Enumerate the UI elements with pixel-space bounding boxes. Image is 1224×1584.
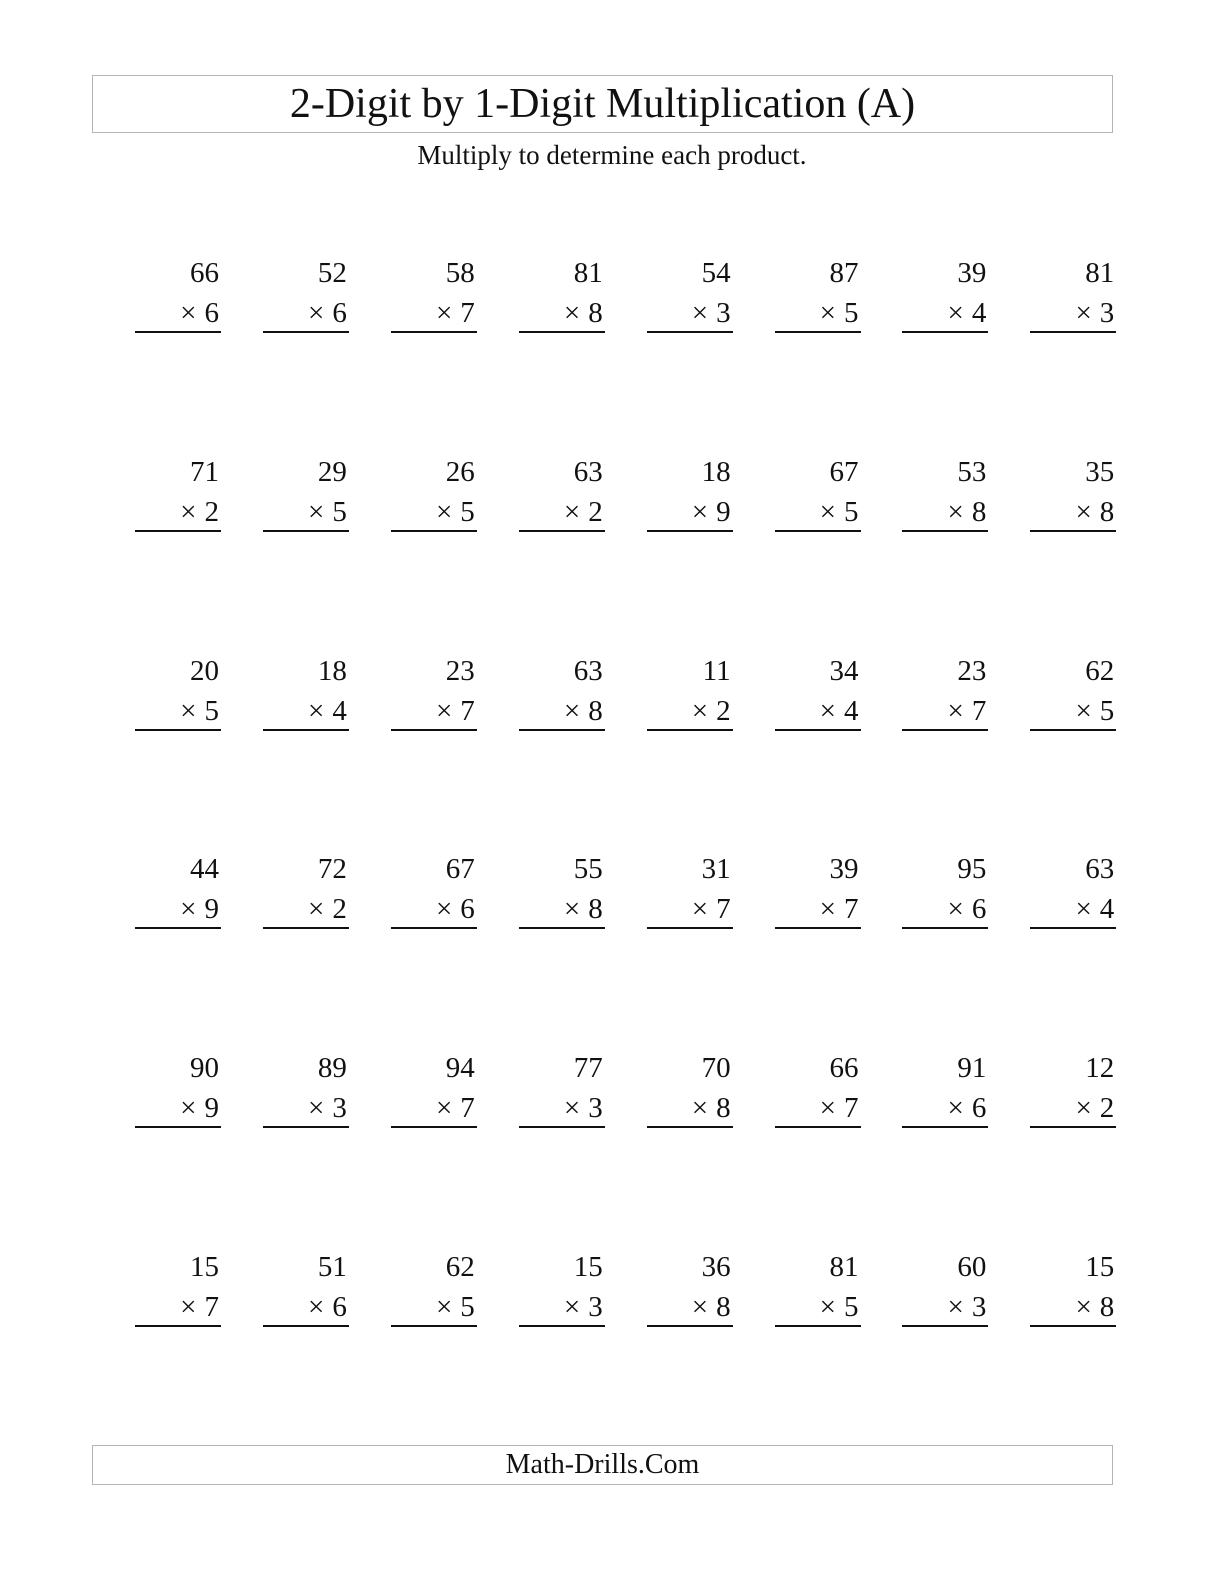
multiplicand: 70 — [701, 1052, 731, 1085]
multiplicand: 67 — [829, 455, 859, 488]
multiplier-line — [692, 1094, 731, 1123]
multiplier-line — [180, 694, 219, 727]
multiplier-line — [436, 1094, 475, 1123]
times-icon: × — [947, 297, 964, 329]
times-icon: × — [180, 495, 197, 528]
multiplier: 7 — [204, 1291, 219, 1323]
answer-line — [391, 927, 477, 929]
multiplication-problem — [1030, 852, 1116, 932]
multiplication-problem — [775, 654, 861, 734]
multiplier: 5 — [844, 1291, 859, 1323]
multiplier-line — [180, 495, 219, 528]
multiplier: 5 — [844, 495, 859, 528]
times-icon: × — [819, 495, 836, 528]
answer-line — [775, 530, 861, 532]
multiplicand: 72 — [317, 853, 347, 886]
answer-line — [519, 530, 605, 532]
multiplication-problem — [1030, 455, 1116, 535]
multiplier-line — [1075, 1094, 1114, 1123]
footer-text: Math-Drills.Com — [505, 1449, 700, 1480]
times-icon: × — [1075, 1291, 1092, 1323]
answer-line — [519, 1325, 605, 1327]
times-icon: × — [691, 694, 709, 727]
multiplier: 8 — [716, 1291, 731, 1323]
multiplicand: 89 — [317, 1052, 347, 1085]
times-icon: × — [435, 297, 453, 329]
multiplier-line — [435, 495, 475, 528]
multiplier: 5 — [460, 495, 475, 528]
multiplier: 6 — [971, 893, 987, 926]
multiplier: 9 — [204, 893, 219, 926]
multiplier: 4 — [1099, 893, 1115, 926]
multiplier-line — [564, 1094, 603, 1123]
multiplicand: 66 — [829, 1052, 859, 1085]
multiplicand: 51 — [317, 1251, 347, 1283]
multiplier-line — [436, 895, 475, 924]
problem-row — [135, 1250, 1115, 1340]
multiplicand: 95 — [957, 853, 987, 886]
times-icon: × — [180, 1291, 197, 1323]
multiplier-line — [308, 495, 347, 528]
answer-line — [263, 927, 349, 929]
answer-line — [135, 530, 221, 532]
multiplication-problem — [902, 1051, 988, 1131]
multiplier-line — [308, 1293, 347, 1322]
times-icon: × — [1075, 495, 1092, 528]
multiplier-line — [564, 895, 603, 924]
multiplier: 8 — [1099, 495, 1115, 528]
multiplicand: 91 — [957, 1052, 987, 1085]
times-icon: × — [308, 1092, 325, 1125]
multiplication-problem — [519, 256, 605, 336]
multiplication-problem — [1030, 1250, 1116, 1330]
multiplier-line — [692, 1293, 731, 1322]
multiplication-problem — [519, 1051, 605, 1131]
answer-line — [135, 927, 221, 929]
multiplicand: 12 — [1085, 1052, 1115, 1085]
multiplier: 3 — [332, 1092, 347, 1125]
multiplier: 3 — [971, 1291, 987, 1323]
times-icon: × — [563, 495, 581, 528]
multiplication-problem — [263, 455, 349, 535]
multiplicand: 11 — [702, 654, 731, 687]
times-icon: × — [691, 1092, 709, 1125]
multiplier: 7 — [460, 297, 475, 329]
answer-line — [1030, 331, 1116, 333]
multiplicand: 34 — [829, 654, 859, 687]
multiplication-problem — [519, 1250, 605, 1330]
multiplication-problem — [391, 1051, 477, 1131]
times-icon: × — [947, 893, 964, 926]
times-icon: × — [435, 694, 453, 727]
multiplication-problem — [775, 1051, 861, 1131]
answer-line — [647, 1325, 733, 1327]
multiplier: 8 — [588, 694, 603, 727]
multiplier-line — [308, 1094, 347, 1123]
multiplicand: 63 — [573, 654, 603, 687]
multiplier: 5 — [204, 694, 219, 727]
answer-line — [391, 331, 477, 333]
multiplier: 4 — [971, 297, 987, 329]
times-icon: × — [435, 893, 453, 926]
multiplicand: 87 — [829, 257, 859, 289]
multiplier-line — [947, 694, 987, 727]
times-icon: × — [308, 694, 325, 727]
multiplicand: 35 — [1085, 455, 1115, 488]
multiplier: 6 — [971, 1092, 987, 1125]
multiplicand: 18 — [317, 654, 347, 687]
multiplier: 2 — [332, 893, 347, 926]
problem-row — [135, 256, 1115, 346]
multiplicand: 81 — [1085, 257, 1115, 289]
multiplier-line — [308, 895, 347, 924]
answer-line — [263, 530, 349, 532]
multiplication-problem — [135, 1250, 221, 1330]
multiplication-problem — [135, 455, 221, 535]
multiplier: 2 — [716, 694, 731, 727]
times-icon: × — [308, 495, 325, 528]
problem-row — [135, 455, 1115, 545]
answer-line — [902, 1126, 988, 1128]
multiplication-problem — [135, 256, 221, 336]
times-icon: × — [691, 893, 709, 926]
multiplicand: 23 — [445, 654, 475, 687]
answer-line — [647, 1126, 733, 1128]
multiplier-line — [180, 895, 219, 924]
answer-line — [263, 1126, 349, 1128]
multiplicand: 62 — [1085, 654, 1115, 687]
multiplier-line — [692, 895, 731, 924]
multiplication-problem — [391, 455, 477, 535]
footer-box — [92, 1445, 1113, 1485]
multiplier: 3 — [1099, 297, 1115, 329]
multiplicand: 81 — [573, 257, 603, 289]
multiplier-line — [564, 299, 603, 328]
multiplication-problem — [902, 256, 988, 336]
answer-line — [135, 729, 221, 731]
multiplication-problem — [135, 654, 221, 734]
answer-line — [263, 729, 349, 731]
multiplicand: 94 — [445, 1052, 475, 1085]
multiplier: 7 — [460, 694, 475, 727]
times-icon: × — [563, 1291, 581, 1323]
multiplication-problem — [135, 1051, 221, 1131]
multiplicand: 29 — [317, 455, 347, 488]
multiplication-problem — [1030, 654, 1116, 734]
multiplicand: 54 — [701, 257, 731, 289]
times-icon: × — [435, 1291, 453, 1323]
multiplier-line — [308, 299, 347, 328]
answer-line — [519, 927, 605, 929]
multiplier-line — [820, 895, 859, 924]
multiplication-problem — [391, 852, 477, 932]
multiplication-problem — [647, 654, 733, 734]
multiplicand: 71 — [190, 455, 219, 488]
multiplicand: 62 — [445, 1251, 475, 1283]
multiplier-line — [820, 1293, 859, 1322]
times-icon: × — [180, 297, 197, 329]
multiplicand: 15 — [190, 1251, 219, 1283]
multiplication-problem — [1030, 1051, 1116, 1131]
multiplier: 6 — [332, 297, 347, 329]
multiplier-line — [1075, 299, 1114, 328]
times-icon: × — [1075, 893, 1092, 926]
times-icon: × — [691, 1291, 709, 1323]
multiplication-problem — [263, 654, 349, 734]
multiplicand: 15 — [1085, 1251, 1115, 1283]
multiplier: 4 — [844, 694, 859, 727]
multiplication-problem — [263, 1250, 349, 1330]
multiplicand: 77 — [573, 1052, 603, 1085]
multiplicand: 23 — [957, 654, 987, 687]
multiplier: 2 — [588, 495, 603, 528]
multiplicand: 63 — [573, 455, 603, 488]
multiplier-line — [563, 694, 603, 727]
multiplication-problem — [902, 852, 988, 932]
times-icon: × — [563, 1092, 581, 1125]
multiplication-problem — [902, 1250, 988, 1330]
multiplier: 6 — [332, 1291, 347, 1323]
multiplier: 8 — [971, 495, 987, 528]
multiplier-line — [691, 495, 731, 528]
times-icon: × — [180, 694, 197, 727]
times-icon: × — [308, 893, 325, 926]
times-icon: × — [819, 297, 836, 329]
answer-line — [135, 1325, 221, 1327]
multiplicand: 60 — [957, 1251, 987, 1283]
answer-line — [902, 927, 988, 929]
multiplication-problem — [135, 852, 221, 932]
worksheet-instructions: Multiply to determine each product. — [417, 140, 807, 170]
answer-line — [775, 1325, 861, 1327]
multiplier: 8 — [1099, 1291, 1115, 1323]
multiplier-line — [180, 1293, 219, 1322]
multiplication-problem — [775, 256, 861, 336]
answer-line — [775, 927, 861, 929]
multiplier: 5 — [332, 495, 347, 528]
problem-row — [135, 1051, 1115, 1141]
answer-line — [519, 1126, 605, 1128]
multiplier-line — [436, 1293, 475, 1322]
multiplier-line — [180, 1094, 219, 1123]
times-icon: × — [563, 694, 581, 727]
multiplier-line — [1075, 694, 1115, 727]
multiplication-problem — [263, 256, 349, 336]
answer-line — [902, 1325, 988, 1327]
multiplier-line — [820, 1094, 859, 1123]
multiplier-line — [563, 495, 603, 528]
multiplication-problem — [391, 654, 477, 734]
times-icon: × — [1075, 694, 1092, 727]
multiplier-line — [1075, 895, 1114, 924]
times-icon: × — [819, 893, 836, 926]
answer-line — [1030, 729, 1116, 731]
answer-line — [647, 530, 733, 532]
times-icon: × — [947, 495, 964, 528]
multiplier: 7 — [971, 694, 987, 727]
answer-line — [647, 927, 733, 929]
multiplicand: 58 — [445, 257, 475, 289]
multiplier-line — [435, 694, 475, 727]
multiplication-problem — [902, 455, 988, 535]
multiplicand: 31 — [701, 853, 731, 886]
multiplier: 4 — [332, 694, 347, 727]
multiplier: 7 — [844, 893, 859, 926]
multiplier: 5 — [844, 297, 859, 329]
multiplier-line — [948, 1094, 987, 1123]
multiplicand: 67 — [445, 853, 475, 886]
times-icon: × — [180, 1092, 197, 1125]
times-icon: × — [819, 1092, 836, 1125]
multiplicand: 53 — [957, 455, 987, 488]
multiplier: 5 — [1099, 694, 1115, 727]
multiplication-problem — [519, 654, 605, 734]
multiplicand: 63 — [1085, 853, 1115, 886]
answer-line — [263, 331, 349, 333]
multiplier-line — [436, 299, 475, 328]
multiplication-problem — [775, 455, 861, 535]
multiplicand: 66 — [190, 257, 219, 289]
times-icon: × — [435, 495, 453, 528]
multiplier: 9 — [716, 495, 731, 528]
title-box — [92, 75, 1113, 133]
multiplier-line — [819, 495, 859, 528]
times-icon: × — [563, 297, 581, 329]
answer-line — [1030, 927, 1116, 929]
times-icon: × — [435, 1092, 453, 1125]
times-icon: × — [308, 1291, 325, 1323]
times-icon: × — [563, 893, 581, 926]
multiplicand: 18 — [701, 455, 731, 488]
multiplier-line — [691, 694, 731, 727]
answer-line — [902, 331, 988, 333]
multiplier: 5 — [460, 1291, 475, 1323]
problem-row — [135, 654, 1115, 744]
times-icon: × — [947, 1291, 964, 1323]
answer-line — [647, 331, 733, 333]
answer-line — [775, 1126, 861, 1128]
answer-line — [1030, 530, 1116, 532]
times-icon: × — [1075, 297, 1092, 329]
multiplication-problem — [519, 455, 605, 535]
multiplier: 7 — [460, 1092, 475, 1125]
multiplication-problem — [647, 1051, 733, 1131]
times-icon: × — [308, 297, 325, 329]
answer-line — [519, 729, 605, 731]
times-icon: × — [691, 495, 709, 528]
multiplier-line — [692, 299, 731, 328]
multiplicand: 90 — [190, 1052, 219, 1085]
multiplication-problem — [647, 256, 733, 336]
multiplier-line — [820, 299, 859, 328]
multiplier: 9 — [204, 1092, 219, 1125]
multiplicand: 44 — [190, 853, 219, 886]
multiplication-problem — [519, 852, 605, 932]
multiplication-problem — [391, 1250, 477, 1330]
multiplication-problem — [263, 1051, 349, 1131]
multiplication-problem — [647, 852, 733, 932]
multiplication-problem — [647, 1250, 733, 1330]
multiplicand: 36 — [701, 1251, 731, 1283]
multiplier-line — [948, 299, 987, 328]
answer-line — [135, 331, 221, 333]
times-icon: × — [819, 1291, 836, 1323]
multiplication-problem — [775, 852, 861, 932]
answer-line — [391, 1126, 477, 1128]
multiplication-problem — [902, 654, 988, 734]
multiplication-problem — [775, 1250, 861, 1330]
multiplier: 6 — [460, 893, 475, 926]
times-icon: × — [691, 297, 709, 329]
worksheet-title: 2-Digit by 1-Digit Multiplication (A) — [289, 81, 916, 127]
multiplication-problem — [391, 256, 477, 336]
problem-row — [135, 852, 1115, 942]
multiplier: 7 — [844, 1092, 859, 1125]
answer-line — [519, 331, 605, 333]
answer-line — [1030, 1325, 1116, 1327]
multiplication-problem — [647, 455, 733, 535]
multiplicand: 55 — [573, 853, 603, 886]
multiplicand: 20 — [190, 654, 219, 687]
answer-line — [902, 530, 988, 532]
multiplicand: 15 — [573, 1251, 603, 1283]
answer-line — [775, 331, 861, 333]
multiplicand: 39 — [829, 853, 859, 886]
answer-line — [263, 1325, 349, 1327]
multiplicand: 81 — [829, 1251, 859, 1283]
multiplier-line — [564, 1293, 603, 1322]
multiplier: 2 — [1099, 1092, 1115, 1125]
multiplier-line — [948, 1293, 987, 1322]
answer-line — [391, 530, 477, 532]
multiplier: 8 — [588, 893, 603, 926]
answer-line — [902, 729, 988, 731]
multiplicand: 52 — [317, 257, 347, 289]
multiplier-line — [1075, 1293, 1114, 1322]
multiplier: 7 — [716, 893, 731, 926]
multiplicand: 26 — [445, 455, 475, 488]
times-icon: × — [180, 893, 197, 926]
multiplier: 6 — [204, 297, 219, 329]
multiplier-line — [819, 694, 859, 727]
multiplier-line — [1075, 495, 1115, 528]
multiplier-line — [180, 299, 219, 328]
multiplier-line — [948, 895, 987, 924]
times-icon: × — [1075, 1092, 1092, 1125]
multiplier: 3 — [588, 1092, 603, 1125]
answer-line — [1030, 1126, 1116, 1128]
multiplier: 3 — [716, 297, 731, 329]
answer-line — [135, 1126, 221, 1128]
multiplier: 3 — [588, 1291, 603, 1323]
multiplication-problem — [263, 852, 349, 932]
answer-line — [647, 729, 733, 731]
multiplier: 2 — [204, 495, 219, 528]
times-icon: × — [947, 694, 964, 727]
multiplier: 8 — [716, 1092, 731, 1125]
multiplier-line — [947, 495, 987, 528]
times-icon: × — [819, 694, 836, 727]
multiplicand: 39 — [957, 257, 987, 289]
multiplier: 8 — [588, 297, 603, 329]
answer-line — [391, 1325, 477, 1327]
multiplier-line — [308, 694, 347, 727]
answer-line — [775, 729, 861, 731]
multiplication-problem — [1030, 256, 1116, 336]
answer-line — [391, 729, 477, 731]
times-icon: × — [947, 1092, 964, 1125]
